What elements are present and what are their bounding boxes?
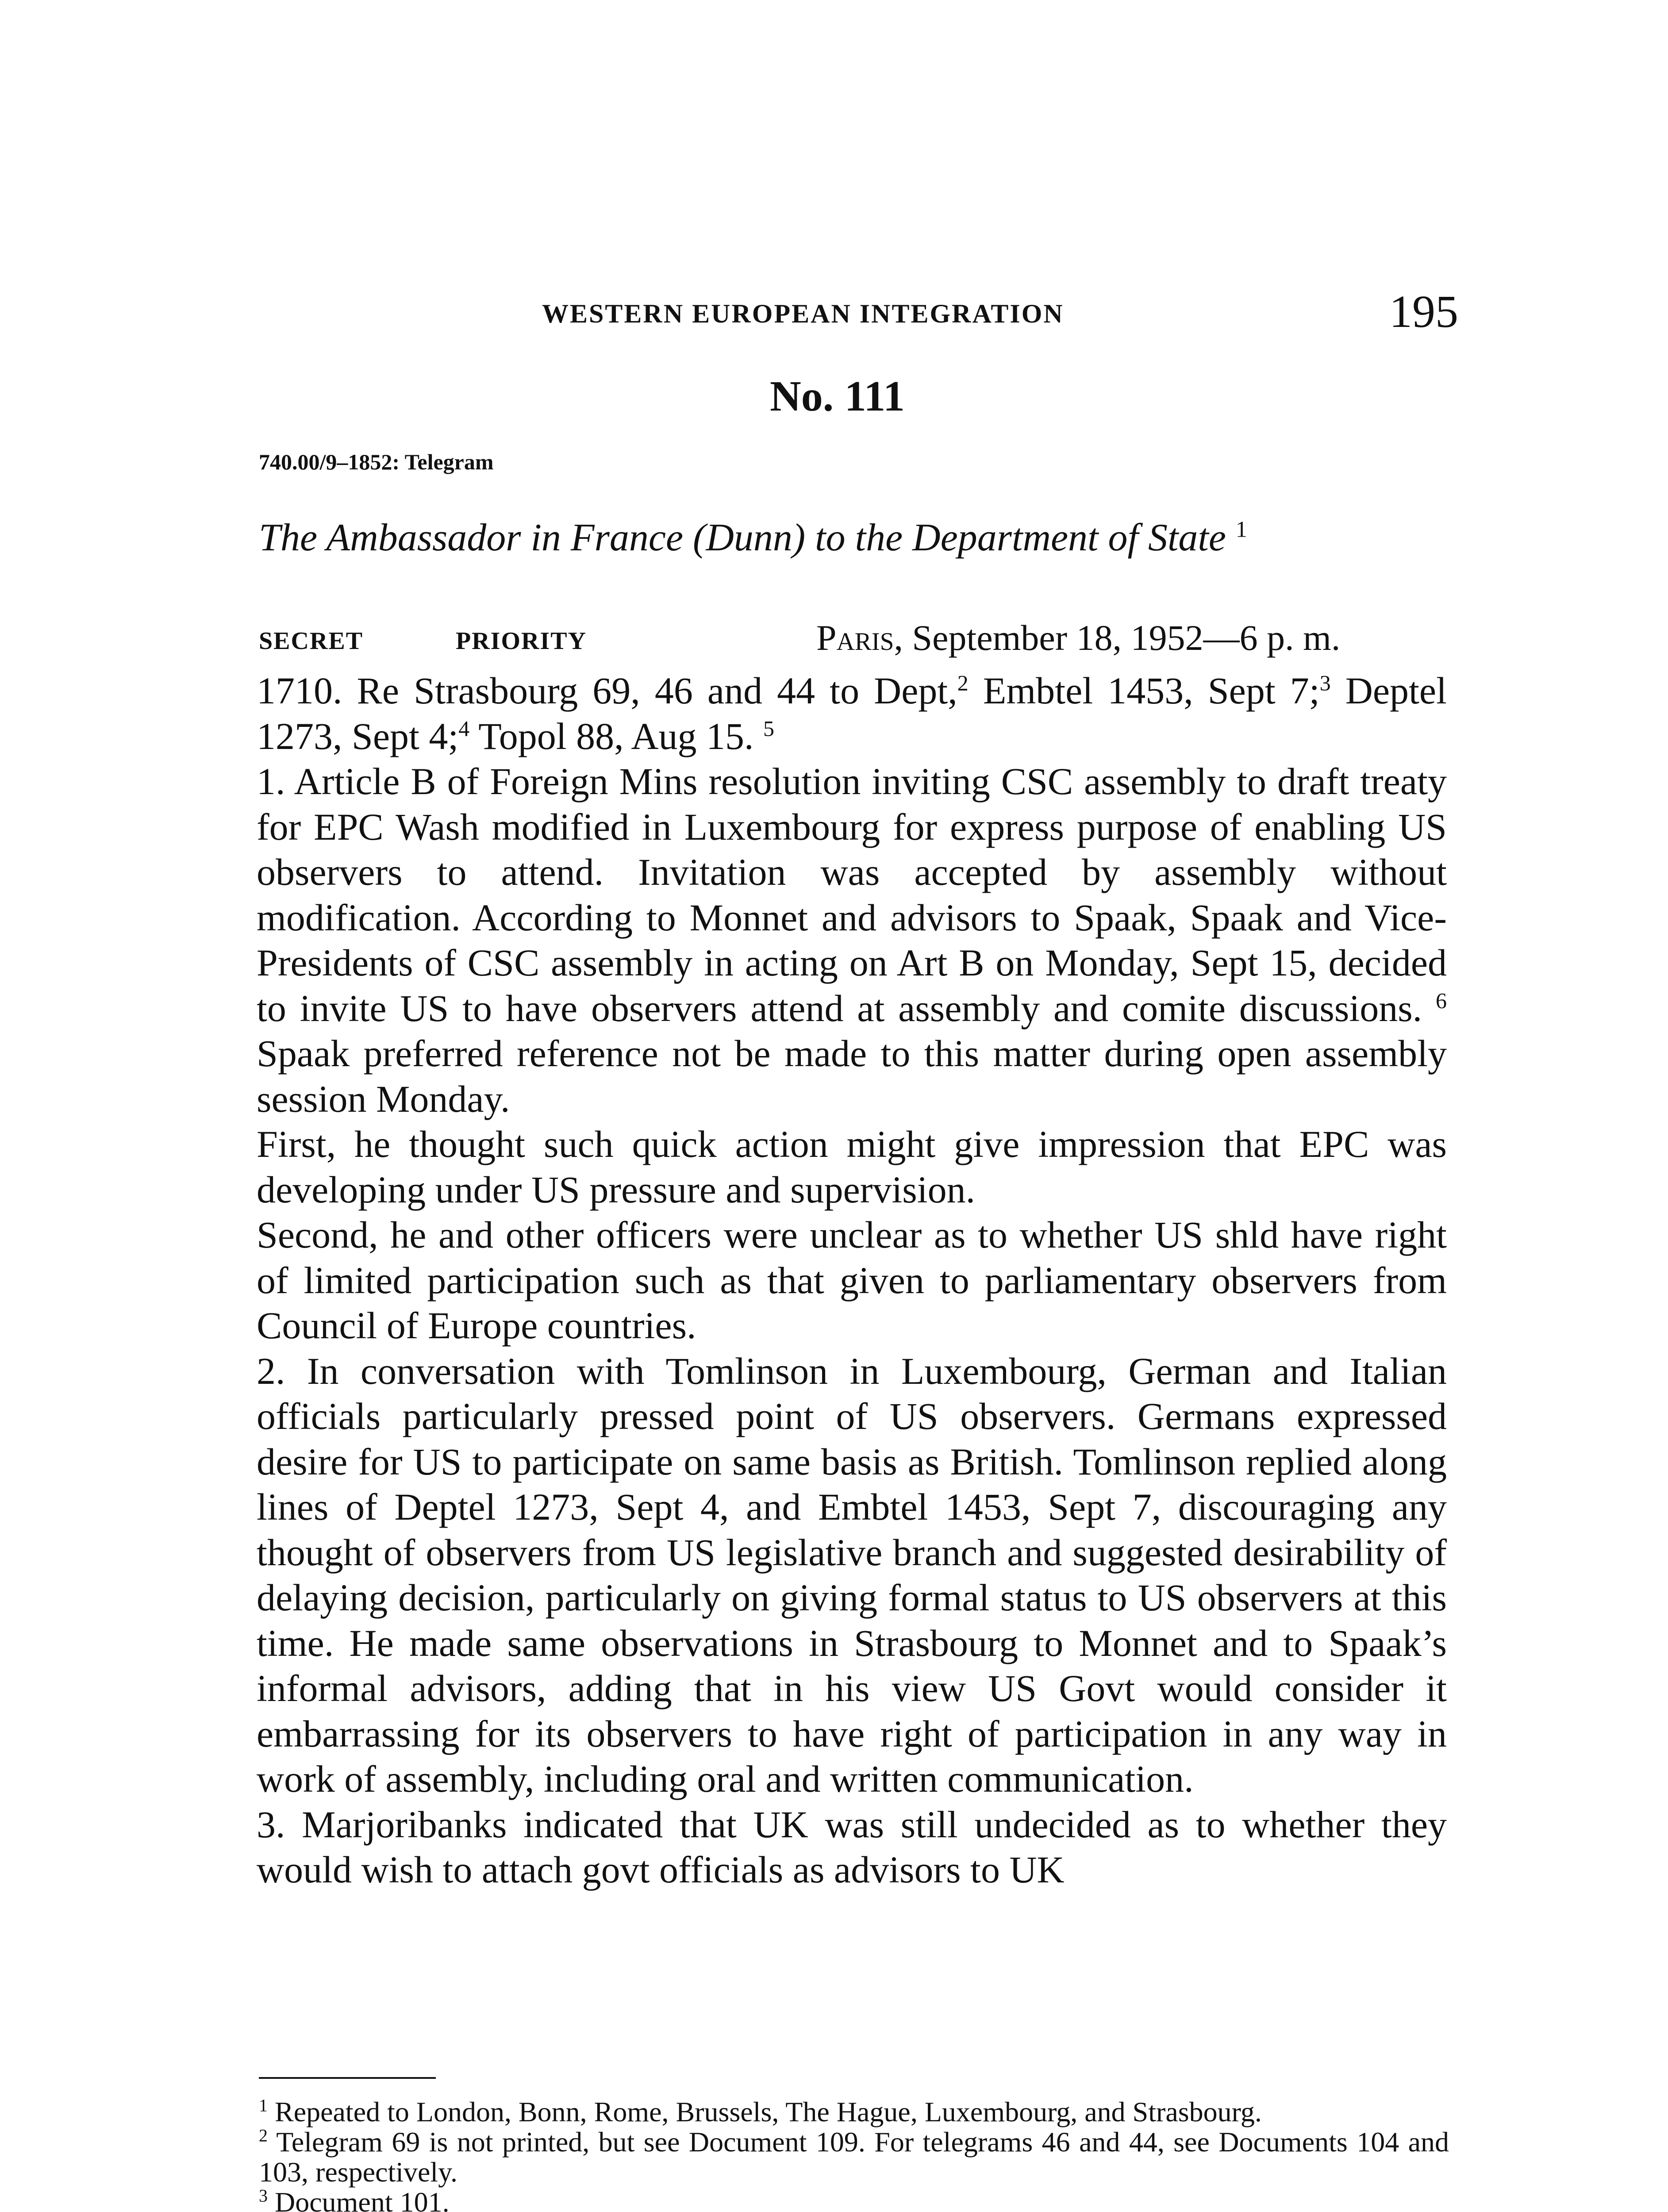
title-text: The Ambassador in France (Dunn) to the Department of State bbox=[259, 516, 1226, 559]
page-number: 195 bbox=[1389, 286, 1458, 337]
footnote-ref: 1 bbox=[1235, 517, 1247, 542]
footnote-number: 2 bbox=[259, 2125, 268, 2146]
footnote-divider bbox=[259, 2077, 436, 2079]
footnotes bbox=[259, 2097, 1449, 2212]
paragraph-first: First, he thought such quick action might give impression that EPC was developing under US pressure and supervision. bbox=[257, 1123, 1447, 1211]
telegram-body bbox=[257, 668, 1447, 1893]
classification-label: SECRET bbox=[259, 627, 364, 655]
date-time: , September 18, 1952—6 p. m. bbox=[894, 618, 1341, 658]
footnote bbox=[259, 2097, 1449, 2127]
body-text: 1710. Re Strasbourg 69, 46 and 44 to Dept, bbox=[257, 669, 957, 712]
body-text: Topol 88, Aug 15. bbox=[469, 714, 754, 757]
footnote-ref: 3 bbox=[1319, 670, 1331, 695]
footnote-number: 3 bbox=[259, 2185, 268, 2206]
running-head: WESTERN EUROPEAN INTEGRATION bbox=[542, 299, 1064, 328]
footnote-number: 1 bbox=[259, 2095, 268, 2116]
paragraph-1 bbox=[257, 759, 1447, 1121]
paragraph-3: 3. Marjoribanks indicated that UK was still undecided as to whether they would wish to attach govt officials as advisors to UK bbox=[257, 1803, 1447, 1891]
body-text: Embtel 1453, Sept 7; bbox=[968, 669, 1320, 712]
body-text: Spaak preferred reference not be made to this matter during open assembly session Monday. bbox=[257, 1032, 1447, 1120]
paragraph-second: Second, he and other officers were unclear as to whether US shld have right of limited participation such as that given to parliamentary observers from Council of Europe countries. bbox=[257, 1214, 1447, 1347]
body-text: Deptel 1273, Sept 4; bbox=[257, 669, 1447, 757]
footnote-ref: 2 bbox=[957, 670, 969, 695]
body-text: 1. Article B of Foreign Mins resolution inviting CSC assembly to draft treaty for EPC Wash modified in Luxembourg for express purpose of enabling US observers to attend. Invitation was accepted by assembly without modification. According to Monnet and advisors to Spaak, Spaak and Vice-Presidents of CSC assembly in acting on Art B on Monday, Sept 15, decided to invite US to have observers attend at assembly and comite discussions. bbox=[257, 760, 1447, 1029]
footnote bbox=[259, 2187, 1449, 2212]
footnote-text: Repeated to London, Bonn, Rome, Brussels, The Hague, Luxembourg, and Strasbourg. bbox=[275, 2096, 1262, 2128]
place-date bbox=[816, 617, 1340, 659]
document-title bbox=[259, 515, 1453, 560]
paragraph-2: 2. In conversation with Tomlinson in Luxembourg, German and Italian officials particularly pressed point of US observers. Germans expressed desire for US to participate on same basis as British. Tomlinson replied along lines of Deptel 1273, Sept 4, and Embtel 1453, Sept 7, discouraging any thought of observers from US legislative branch and suggested desirability of delaying decision, particularly on giving formal status to US observers at this time. He made same observations in Strasbourg to Monnet and to Spaak’s informal advisors, adding that in his view US Govt would consider it embarrassing for its observers to have right of participation in any way in work of assembly, including oral and written communication. bbox=[257, 1349, 1447, 1800]
footnote-text: Document 101. bbox=[275, 2186, 450, 2212]
footnote-ref: 4 bbox=[458, 715, 470, 741]
place-name: Paris bbox=[816, 618, 894, 658]
file-reference: 740.00/9–1852: Telegram bbox=[259, 449, 494, 474]
footnote-text: Telegram 69 is not printed, but see Document 109. For telegrams 46 and 44, see Documents 104 and 103, respectively. bbox=[259, 2126, 1449, 2188]
footnote bbox=[259, 2127, 1449, 2187]
footnote-ref: 5 bbox=[763, 715, 775, 741]
footnote-ref: 6 bbox=[1436, 987, 1447, 1013]
document-number: No. 111 bbox=[770, 373, 905, 420]
reference-paragraph bbox=[257, 668, 1447, 759]
precedence-label: PRIORITY bbox=[456, 627, 587, 655]
